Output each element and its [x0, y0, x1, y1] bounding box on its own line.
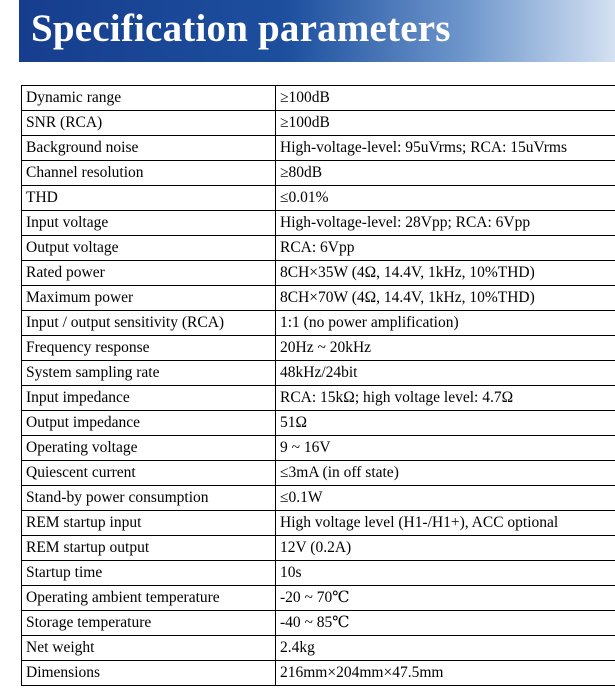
spec-parameter: System sampling rate: [22, 361, 276, 386]
spec-parameter: Net weight: [22, 636, 276, 661]
table-row: [22, 586, 615, 611]
title-banner: [19, 0, 615, 62]
table-row: [22, 411, 615, 436]
spec-value: ≤0.01%: [276, 186, 615, 211]
spec-parameter: Startup time: [22, 561, 276, 586]
spec-table: [21, 85, 615, 686]
spec-value: 12V (0.2A): [276, 536, 615, 561]
spec-parameter: Output voltage: [22, 236, 276, 261]
spec-value: ≥100dB: [276, 86, 615, 111]
table-row: [22, 211, 615, 236]
spec-value: ≥100dB: [276, 111, 615, 136]
spec-parameter: Input impedance: [22, 386, 276, 411]
spec-parameter: Dynamic range: [22, 86, 276, 111]
spec-parameter: REM startup input: [22, 511, 276, 536]
spec-value: High-voltage-level: 95uVrms; RCA: 15uVrms: [276, 136, 615, 161]
table-row: [22, 611, 615, 636]
spec-parameter: REM startup output: [22, 536, 276, 561]
spec-value: 8CH×70W (4Ω, 14.4V, 1kHz, 10%THD): [276, 286, 615, 311]
spec-value: 8CH×35W (4Ω, 14.4V, 1kHz, 10%THD): [276, 261, 615, 286]
spec-parameter: Rated power: [22, 261, 276, 286]
spec-value: High voltage level (H1-/H1+), ACC optional: [276, 511, 615, 536]
spec-value: ≥80dB: [276, 161, 615, 186]
table-row: [22, 536, 615, 561]
table-row: [22, 636, 615, 661]
spec-parameter: Operating voltage: [22, 436, 276, 461]
spec-value: RCA: 6Vpp: [276, 236, 615, 261]
spec-parameter: Dimensions: [22, 661, 276, 686]
spec-parameter: Storage temperature: [22, 611, 276, 636]
spec-value: 9 ~ 16V: [276, 436, 615, 461]
table-row: [22, 486, 615, 511]
spec-value: ≤3mA (in off state): [276, 461, 615, 486]
table-row: [22, 161, 615, 186]
table-row: [22, 236, 615, 261]
table-row: [22, 136, 615, 161]
table-row: [22, 261, 615, 286]
spec-parameter: Channel resolution: [22, 161, 276, 186]
spec-parameter: THD: [22, 186, 276, 211]
table-row: [22, 336, 615, 361]
spec-parameter: Input / output sensitivity (RCA): [22, 311, 276, 336]
table-row: [22, 661, 615, 686]
spec-value: -20 ~ 70℃: [276, 586, 615, 611]
spec-parameter: Stand-by power consumption: [22, 486, 276, 511]
spec-parameter: Input voltage: [22, 211, 276, 236]
spec-value: RCA: 15kΩ; high voltage level: 4.7Ω: [276, 386, 615, 411]
table-row: [22, 111, 615, 136]
spec-value: ≤0.1W: [276, 486, 615, 511]
spec-parameter: Quiescent current: [22, 461, 276, 486]
spec-parameter: Maximum power: [22, 286, 276, 311]
spec-value: 20Hz ~ 20kHz: [276, 336, 615, 361]
table-row: [22, 561, 615, 586]
page-title: Specification parameters: [31, 6, 451, 50]
table-row: [22, 461, 615, 486]
table-row: [22, 186, 615, 211]
spec-value: -40 ~ 85℃: [276, 611, 615, 636]
table-row: [22, 286, 615, 311]
table-row: [22, 436, 615, 461]
table-row: [22, 311, 615, 336]
spec-value: 48kHz/24bit: [276, 361, 615, 386]
spec-parameter: Frequency response: [22, 336, 276, 361]
spec-parameter: Background noise: [22, 136, 276, 161]
table-row: [22, 511, 615, 536]
spec-value: 10s: [276, 561, 615, 586]
spec-parameter: SNR (RCA): [22, 111, 276, 136]
table-row: [22, 386, 615, 411]
spec-value: 1:1 (no power amplification): [276, 311, 615, 336]
spec-parameter: Operating ambient temperature: [22, 586, 276, 611]
spec-value: 2.4kg: [276, 636, 615, 661]
spec-value: 216mm×204mm×47.5mm: [276, 661, 615, 686]
spec-value: 51Ω: [276, 411, 615, 436]
table-row: [22, 361, 615, 386]
table-row: [22, 86, 615, 111]
spec-value: High-voltage-level: 28Vpp; RCA: 6Vpp: [276, 211, 615, 236]
spec-parameter: Output impedance: [22, 411, 276, 436]
